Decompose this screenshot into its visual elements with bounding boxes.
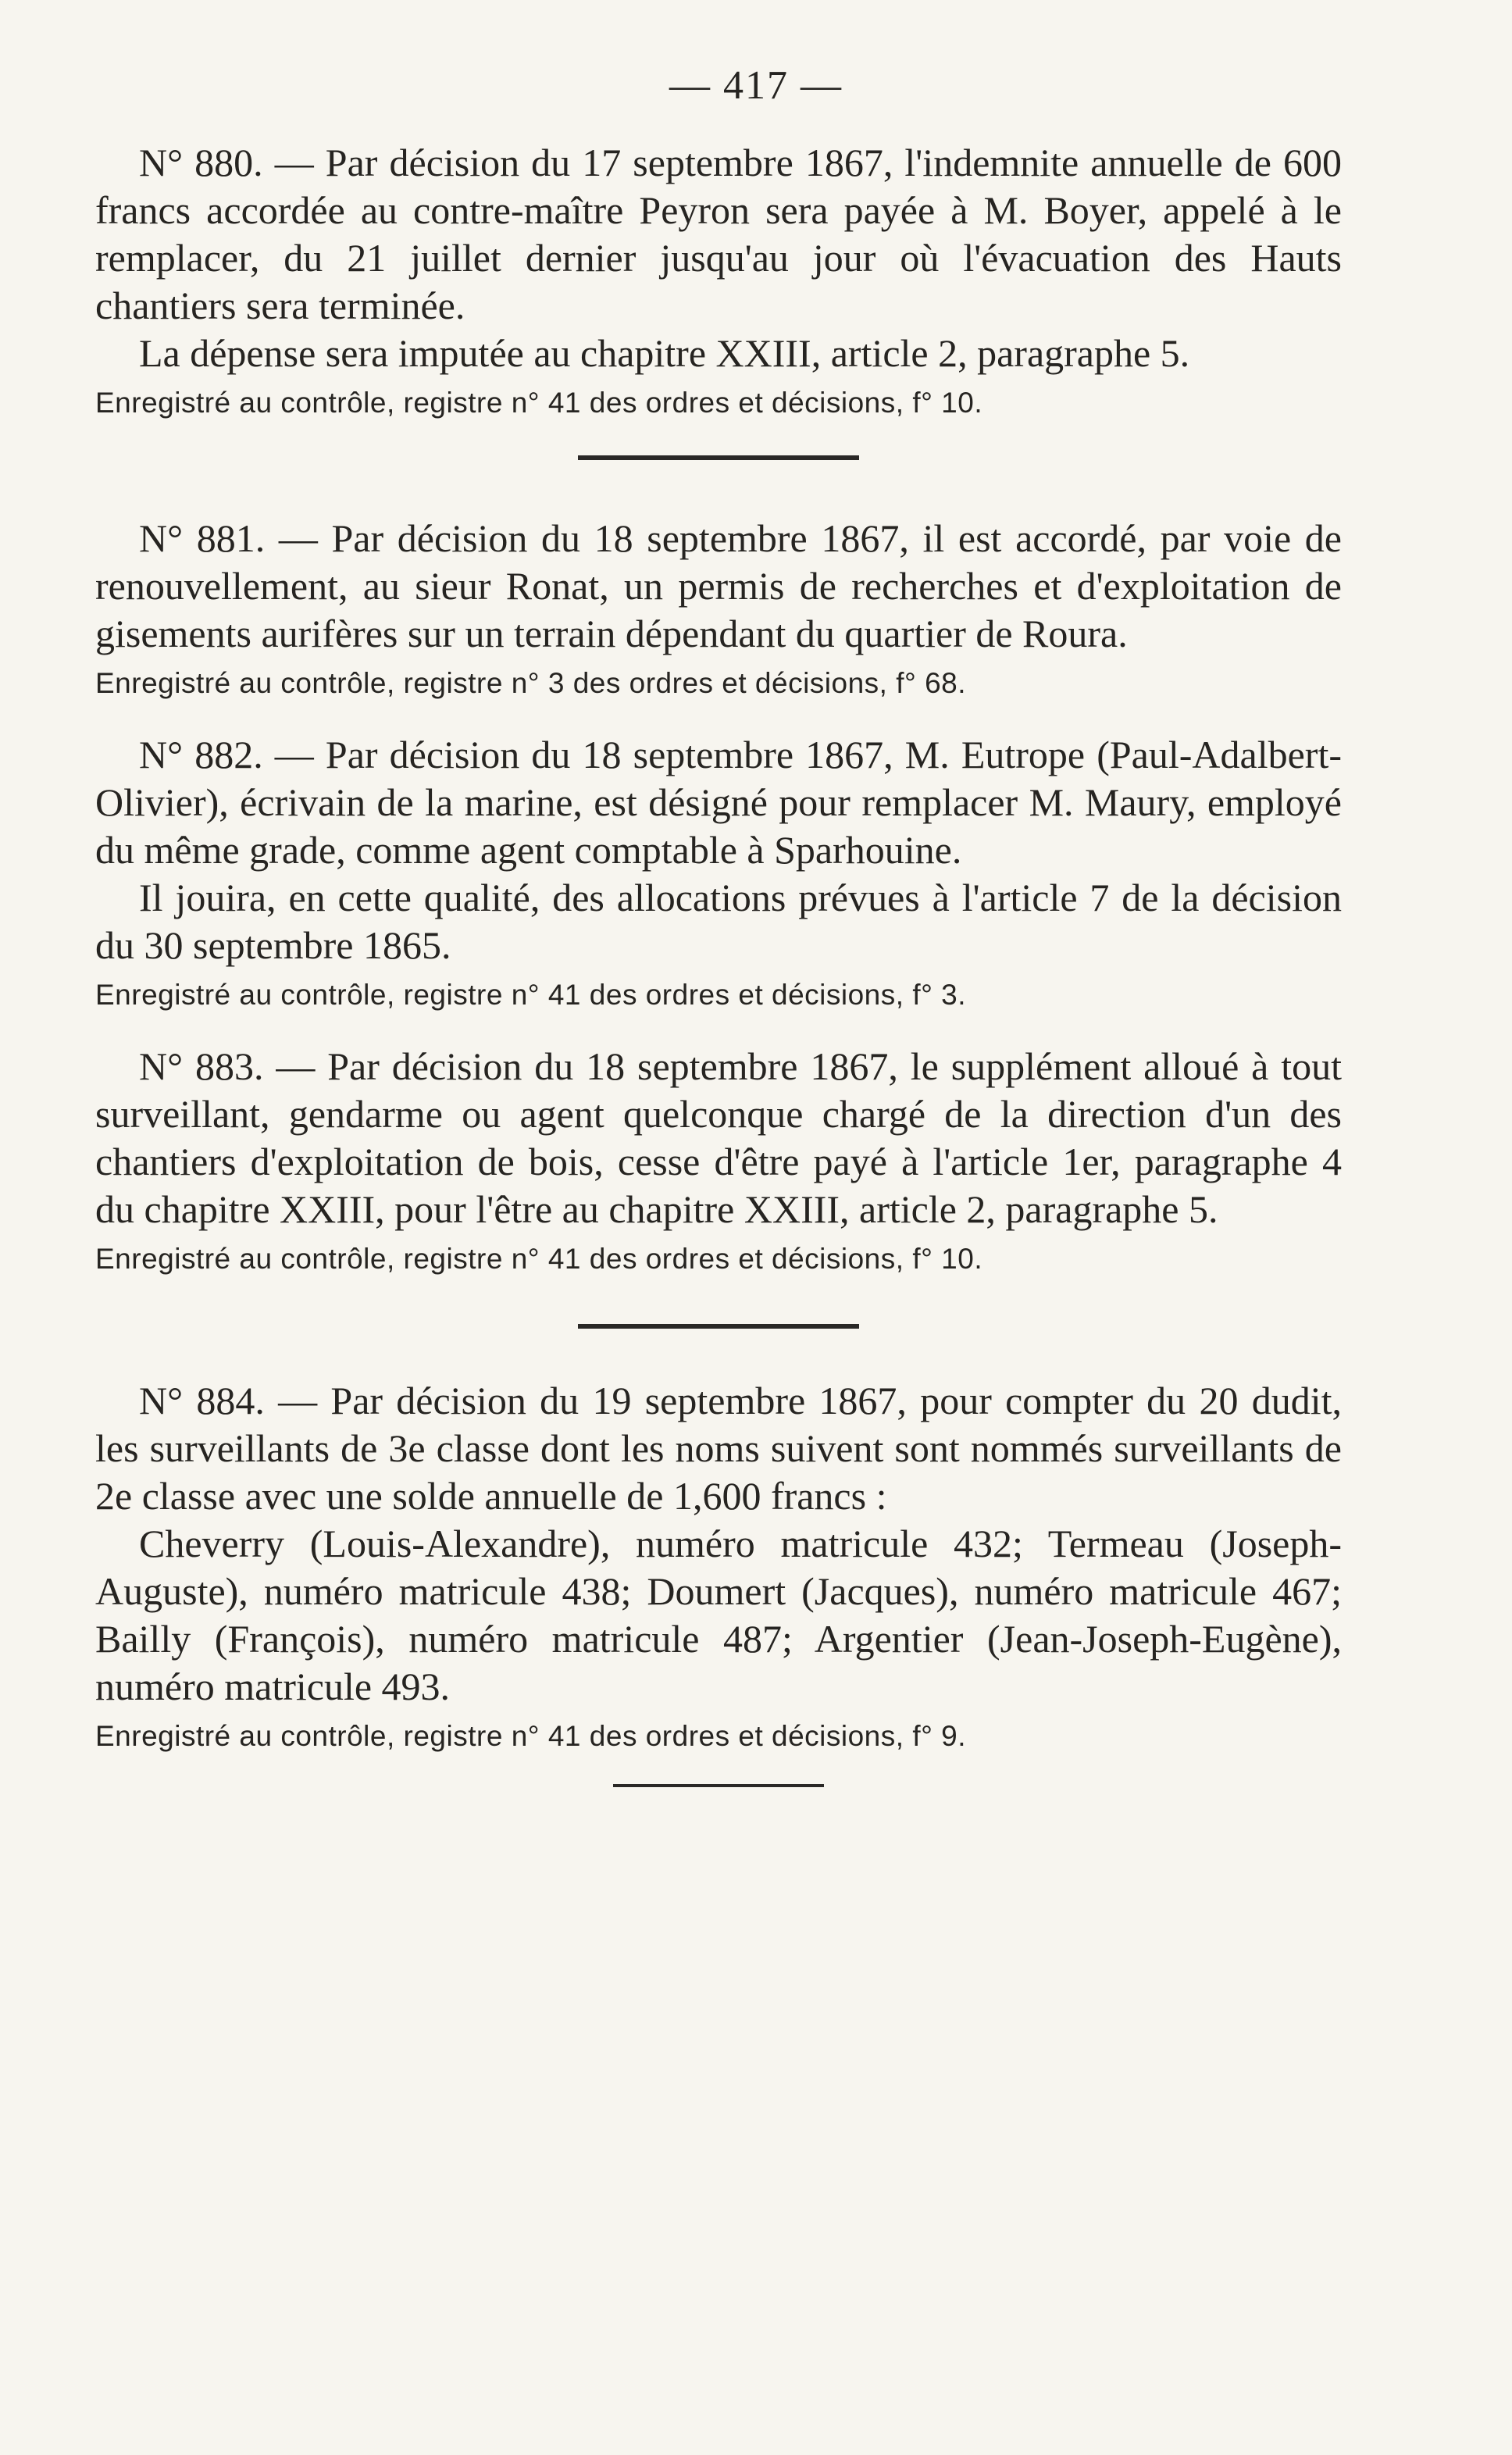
decision-text: N° 880. — Par décision du 17 septembre 1867, l'indemnite annuelle de 600 francs accordée au contre-maître Peyron sera payée à M. Boyer, appelé à le remplacer, du 21 juillet dernier jusqu'au jour où l'évacuation des Hauts chantiers sera terminée.	[95, 141, 1342, 327]
section-divider	[613, 1784, 824, 1787]
decision-text: N° 883. — Par décision du 18 septembre 1867, le supplément alloué à tout surveillant, gendarme ou agent quelconque chargé de la direction d'un des chantiers d'exploitation de bois, cesse d'être payé à l'article 1er, paragraphe 4 du chapitre XXIII, pour l'être au chapitre XXIII, article 2, paragraphe 5.	[95, 1044, 1342, 1231]
section-divider	[578, 1324, 859, 1329]
registration-note: Enregistré au contrôle, registre n° 41 des ordres et décisions, f° 3.	[95, 979, 967, 1011]
names-list: Cheverry (Louis-Alexandre), numéro matricule 432; Termeau (Joseph-Auguste), numéro matricule 438; Doumert (Jacques), numéro matricule 467; Bailly (François), numéro matricule 487; Argentier (Jean-Joseph-Eugène), numéro matricule 493.	[95, 1522, 1342, 1708]
decision-subparagraph: Il jouira, en cette qualité, des allocations prévues à l'article 7 de la décision du 30 septembre 1865.	[95, 876, 1342, 967]
page-content	[95, 139, 1342, 1787]
decision-text: N° 884. — Par décision du 19 septembre 1867, pour compter du 20 dudit, les surveillants de 3e classe dont les noms suivent sont nommés surveillants de 2e classe avec une solde annuelle de 1,600 francs :	[95, 1379, 1342, 1518]
decision-subparagraph: La dépense sera imputée au chapitre XXIII, article 2, paragraphe 5.	[139, 331, 1190, 375]
decision-entry-881	[95, 515, 1342, 701]
registration-note: Enregistré au contrôle, registre n° 41 des ordres et décisions, f° 10.	[95, 387, 983, 419]
decision-text: N° 881. — Par décision du 18 septembre 1867, il est accordé, par voie de renouvellement, au sieur Ronat, un permis de recherches et d'exploitation de gisements aurifères sur un terrain dépendant du quartier de Roura.	[95, 516, 1342, 655]
registration-note: Enregistré au contrôle, registre n° 41 des ordres et décisions, f° 10.	[95, 1243, 983, 1275]
decision-entry-882	[95, 731, 1342, 1013]
decision-entry-884	[95, 1377, 1342, 1754]
page-number: — 417 —	[669, 63, 843, 108]
registration-note: Enregistré au contrôle, registre n° 3 des ordres et décisions, f° 68.	[95, 667, 967, 699]
decision-text: N° 882. — Par décision du 18 septembre 1867, M. Eutrope (Paul-Adalbert-Olivier), écrivain de la marine, est désigné pour remplacer M. Maury, employé du même grade, comme agent comptable à Sparhouine.	[95, 733, 1342, 872]
decision-entry-880	[95, 139, 1342, 421]
registration-note: Enregistré au contrôle, registre n° 41 des ordres et décisions, f° 9.	[95, 1720, 967, 1752]
section-divider	[578, 455, 859, 460]
decision-entry-883	[95, 1043, 1342, 1277]
